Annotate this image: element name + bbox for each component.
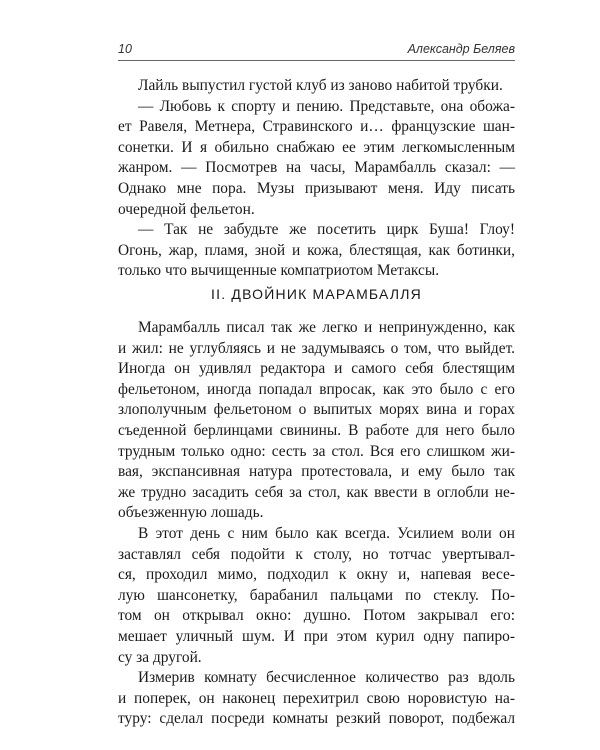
text-line: Иногда он удивлял редактора и самого себя блестящим	[118, 360, 515, 378]
page-number: 10	[118, 42, 132, 56]
text-line: сонетки. И я обильно снабжаю ее этим легкомысленным	[118, 138, 515, 156]
text-line: В этот день с ним было как всегда. Усилием воли он	[138, 524, 515, 542]
text-line: вая, экспансивная натура протестовала, и ему было так	[118, 463, 515, 481]
text-block-1	[118, 76, 515, 282]
text-line: фельетоном, иногда попадал впросак, как это было с его	[118, 380, 515, 398]
text-line: том он открывал окно: душно. Потом закрывал его:	[118, 607, 515, 625]
text-line: ет Равеля, Метнера, Стравинского и… французские шан-	[118, 118, 515, 136]
text-line: Однако мне пора. Музы призывают меня. Иду писать	[118, 179, 515, 197]
text-line: су за другой.	[118, 648, 202, 666]
text-line: Лайль выпустил густой клуб из заново набитой трубки.	[138, 77, 503, 94]
text-line: и жил: не углубляясь и не задумываясь о том, что выйдет.	[118, 339, 515, 357]
text-line: трудным только одно: сесть за стол. Вся его слишком жи-	[118, 442, 515, 460]
text-line: Марамбалль писал так же легко и непринужденно, как	[138, 319, 515, 336]
text-line: туру: сделал посреди комнаты резкий поворот, подбежал	[118, 710, 515, 728]
text-line: съеденной берлинцами свинины. В работе для него было	[118, 421, 515, 439]
text-line: мешает уличный шум. И при этом курил одну папиро-	[118, 627, 515, 645]
text-line: Измерив комнату бесчисленное количество раз вдоль	[138, 669, 515, 687]
text-block-2	[118, 318, 515, 730]
text-line: жанром. — Посмотрев на часы, Марамбалль сказал: —	[118, 159, 515, 177]
text-line: ся, проходил мимо, подходил к окну и, напевая весе-	[118, 566, 515, 584]
chapter-title: II. ДВОЙНИК МАРАМБАЛЛЯ	[211, 286, 422, 302]
running-author: Александр Беляев	[407, 42, 515, 56]
text-line: и поперек, он наконец перехитрил свою норовистую на-	[118, 689, 515, 707]
text-line: лую шансонетку, барабанил пальцами по стеклу. По-	[118, 586, 515, 604]
running-header	[118, 42, 515, 61]
text-line: же трудно засадить себя за стол, как ввести в оглобли не-	[118, 483, 515, 501]
text-line: очередной фельетон.	[118, 200, 255, 218]
text-line: только что вычищенные компатриотом Метаксы.	[118, 262, 440, 280]
text-line: — Так не забудьте же посетить цирк Буша! Глоу!	[138, 221, 515, 239]
text-line: заставлял себя подойти к столу, но тотчас увертывал-	[118, 545, 515, 563]
text-line: — Любовь к спорту и пению. Представьте, она обожа-	[138, 97, 515, 115]
text-line: Огонь, жар, пламя, зной и кожа, блестящая, как ботинки,	[118, 241, 515, 259]
text-line: злополучным фельетоном о выпитых морях вина и горах	[118, 401, 515, 419]
text-line: объезженную лошадь.	[118, 504, 264, 522]
